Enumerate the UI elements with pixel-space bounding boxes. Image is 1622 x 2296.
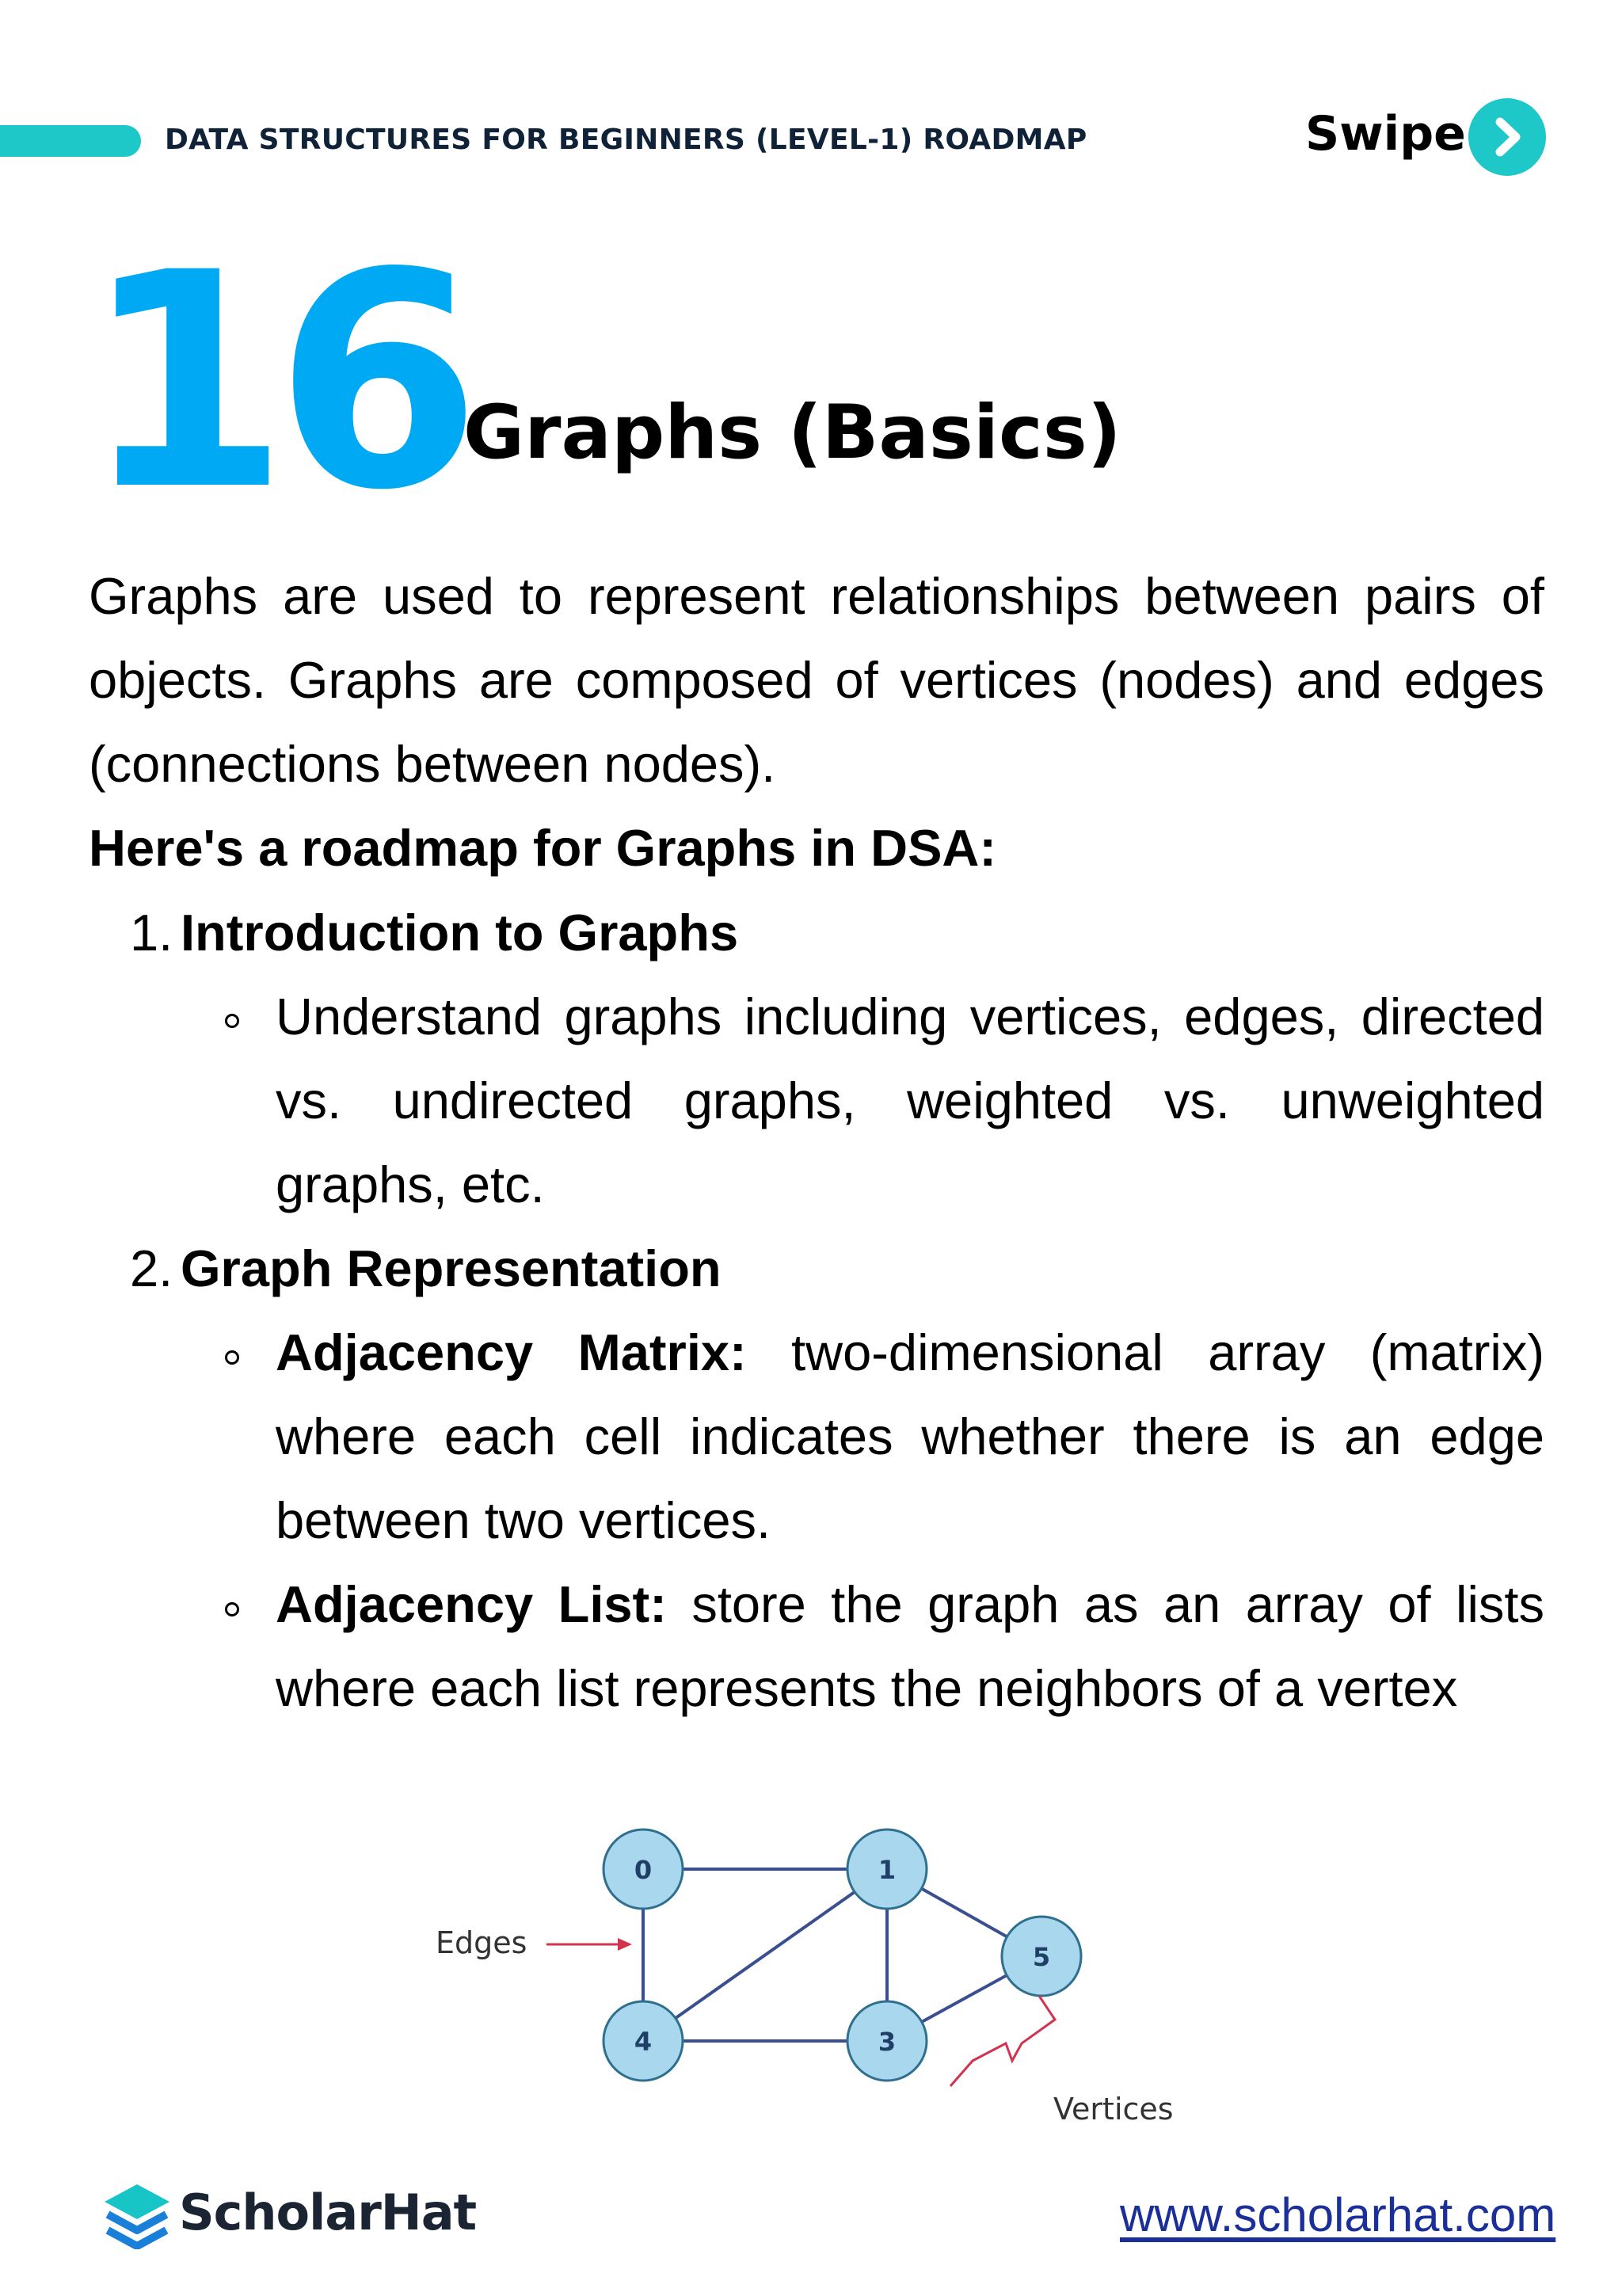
graph-node-1 — [847, 1830, 927, 1909]
scholarhat-logo-text: ScholarHat — [179, 2184, 477, 2241]
graph-node-4 — [603, 2001, 683, 2081]
chevron-right-icon — [1468, 98, 1546, 176]
edges-label: Edges — [436, 1925, 527, 1960]
sub-item-text — [276, 1311, 1544, 1563]
graph-node-0 — [603, 1830, 683, 1909]
header-title: DATA STRUCTURES FOR BEGINNERS (LEVEL-1) ROADMAP — [165, 124, 1087, 156]
swipe-label: Swipe — [1305, 106, 1466, 162]
intro-paragraph: Graphs are used to represent relationships between pairs of objects. Graphs are composed of vertices (nodes) and edges (connections between nodes). — [89, 567, 1544, 793]
graph-node-label: 1 — [878, 1855, 897, 1885]
topic-number: 16 — [82, 210, 467, 555]
sub-item-body: Understand graphs including vertices, edges, directed vs. undirected graphs, weighted vs. unweighted graphs, etc. — [276, 988, 1544, 1213]
graph-node-label: 3 — [878, 2027, 897, 2057]
graph-edge-1-4 — [643, 1869, 887, 2041]
edges-arrow-head — [618, 1938, 632, 1951]
bullet-circle-icon — [225, 1350, 239, 1365]
bullet-circle-icon — [225, 1602, 239, 1616]
graph-edges — [643, 1869, 1041, 2041]
graph-node-label: 0 — [634, 1855, 653, 1885]
graph-node-label: 4 — [634, 2027, 653, 2057]
list-item-number: 2. — [130, 1239, 173, 1297]
topic-title: Graphs (Basics) — [463, 390, 1121, 476]
sub-item-text — [276, 975, 1544, 1227]
graph-diagram — [396, 1782, 1188, 2146]
bullet-circle-icon — [225, 1014, 239, 1028]
graph-nodes — [603, 1830, 1081, 2081]
sub-item-term: Adjacency Matrix: — [276, 1323, 747, 1381]
list-item-number: 1. — [130, 904, 173, 961]
swipe-next-button[interactable] — [1468, 98, 1546, 176]
list-item-title: Introduction to Graphs — [181, 904, 739, 961]
sub-item-body: store the graph as an array of lists where each list represents the neighbors of a vertex — [276, 1575, 1544, 1717]
vertices-brace — [950, 1996, 1055, 2086]
sub-item-term: Adjacency List: — [276, 1575, 667, 1633]
list-item-title: Graph Representation — [181, 1239, 722, 1297]
sub-item-text — [276, 1563, 1544, 1731]
roadmap-heading: Here's a roadmap for Graphs in DSA: — [89, 819, 997, 877]
vertices-label: Vertices — [1053, 2092, 1174, 2127]
graph-node-3 — [847, 2001, 927, 2081]
website-link[interactable]: www.scholarhat.com — [1120, 2188, 1556, 2241]
header-accent-bar — [0, 125, 141, 157]
graph-node-label: 5 — [1032, 1942, 1051, 1972]
sub-item-body: two-dimensional array (matrix) where each cell indicates whether there is an edge between two vertices. — [276, 1323, 1544, 1549]
scholarhat-logo-icon — [103, 2181, 171, 2249]
graph-node-5 — [1002, 1917, 1081, 1996]
